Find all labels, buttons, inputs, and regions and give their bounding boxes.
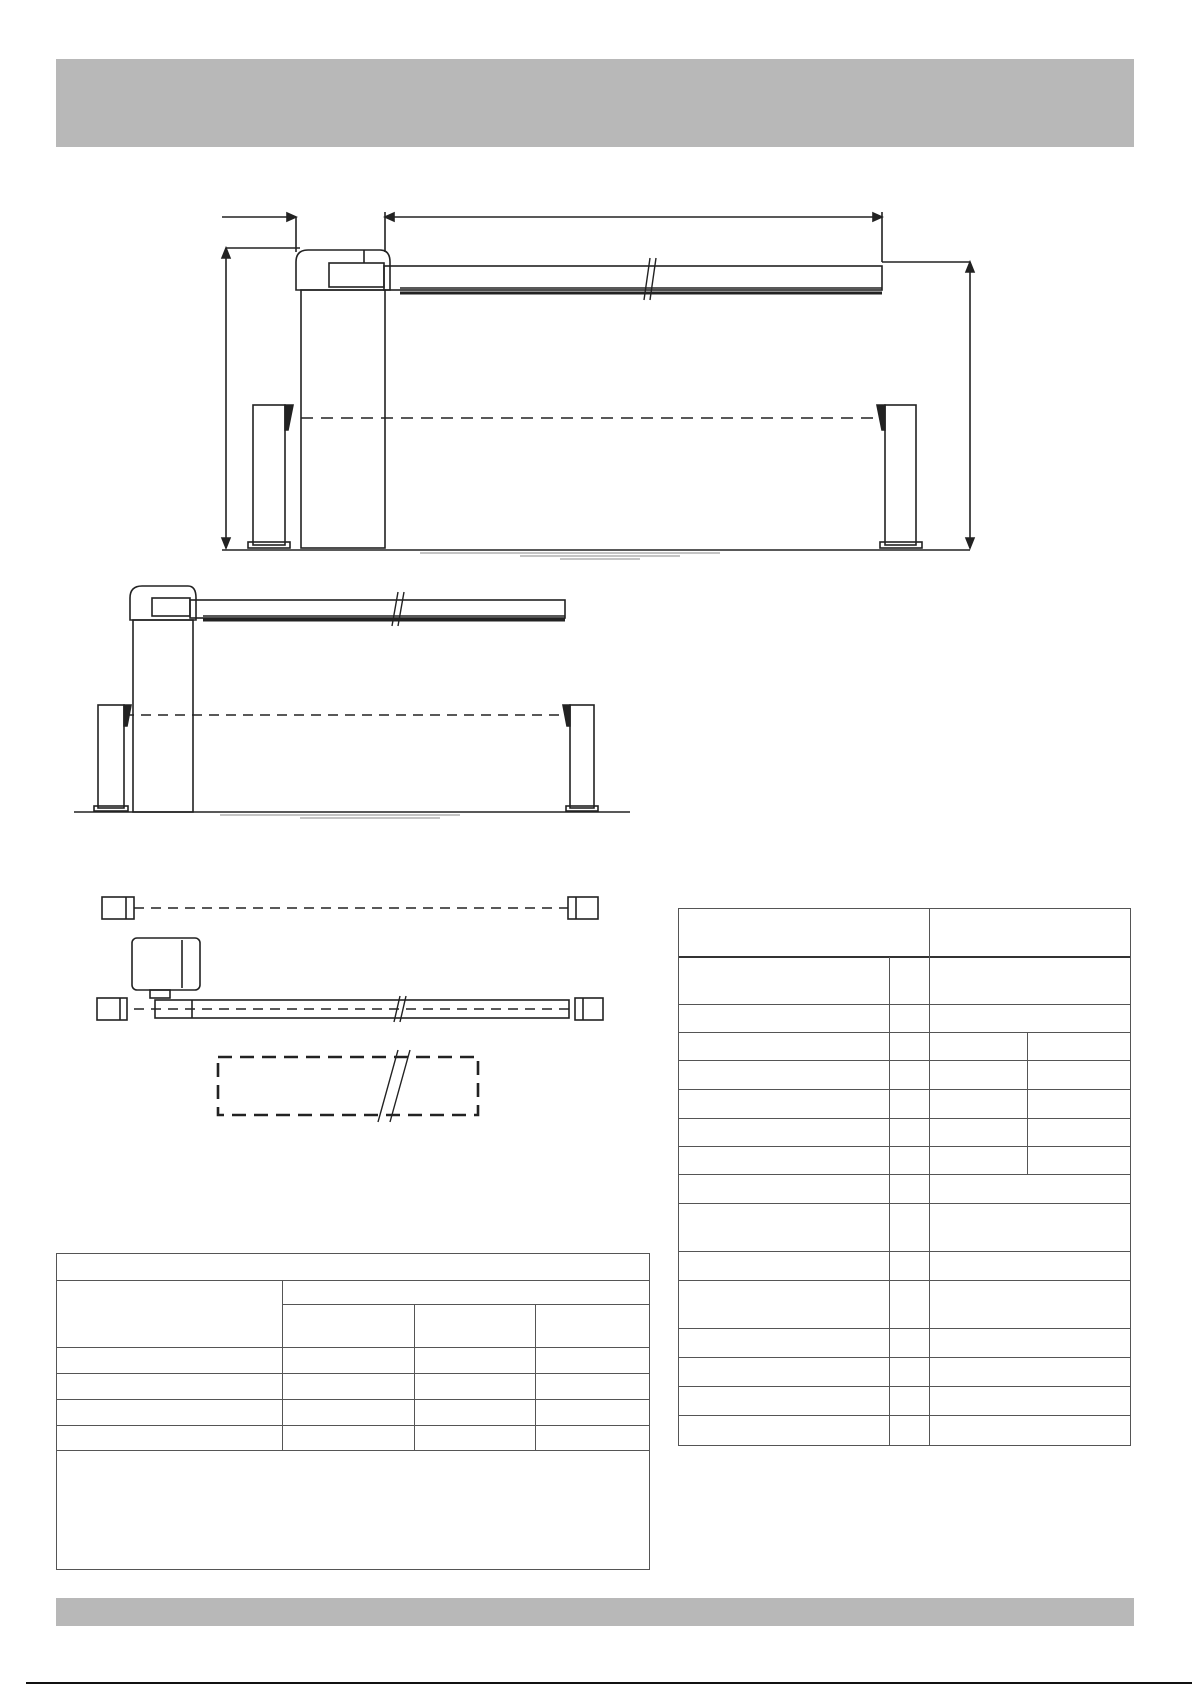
footer-band: [56, 1598, 1134, 1626]
bottom-rule: [26, 1682, 1192, 1684]
right-table: [678, 908, 1131, 1446]
left-table: [56, 1253, 650, 1570]
